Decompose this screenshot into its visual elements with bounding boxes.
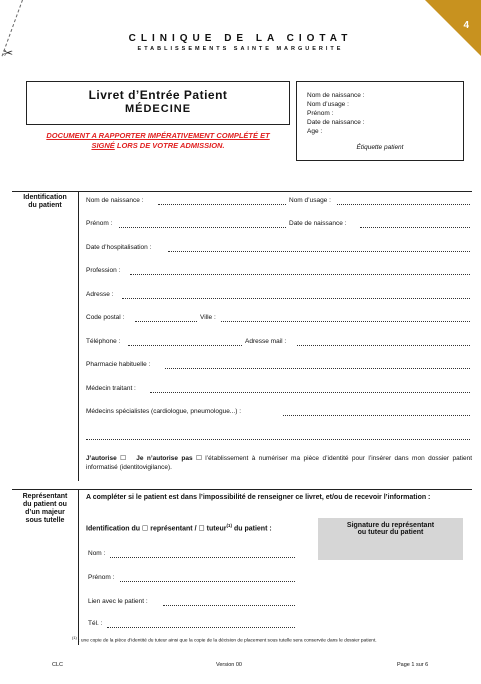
title-box: [26, 81, 290, 125]
footnote-text: : une copie de la pièce d’identité du tuteur ainsi que la copie de la décision de placement sous tutelle sera conservée dans le dossier patient.: [76, 638, 377, 644]
section-divider: [12, 191, 472, 192]
profession-label: Profession :: [86, 267, 121, 274]
section-title-representant: [14, 493, 76, 525]
ville-field[interactable]: [221, 314, 470, 322]
title-line1: Livret d’Entrée Patient: [88, 88, 228, 102]
footer-right: Page 1 sur 6: [397, 662, 429, 668]
warning-text: [20, 131, 296, 151]
medecin-traitant-label: Médecin traitant :: [86, 385, 136, 392]
nom-usage-label: Nom d’usage :: [289, 197, 331, 204]
prenom-label: Prénom :: [86, 220, 113, 227]
code-postal-field[interactable]: [135, 314, 197, 322]
section-column-line: [78, 489, 79, 645]
rep-lien-label: Lien avec le patient :: [88, 598, 148, 605]
adresse-field[interactable]: [122, 291, 470, 299]
title-line2: MÉDECINE: [124, 103, 192, 115]
rep-tel-field[interactable]: [107, 620, 295, 628]
section-title-line: du patient: [28, 202, 62, 209]
telephone-field[interactable]: [128, 338, 242, 346]
adresse-label: Adresse :: [86, 291, 114, 298]
date-hosp-label: Date d’hospitalisation :: [86, 244, 152, 251]
adresse-mail-field[interactable]: [297, 338, 470, 346]
ville-label: Ville :: [200, 314, 216, 321]
medecins-specialistes-field[interactable]: [283, 408, 470, 416]
medecins-specialistes-label: Médecins spécialistes (cardiologue, pneumologue...) :: [86, 408, 242, 415]
footer-left: CLC: [52, 662, 64, 668]
signature-line2: ou tuteur du patient: [357, 529, 424, 536]
consent-paragraph: [86, 454, 472, 472]
section-title-line: Représentant: [22, 493, 68, 500]
nom-usage-field[interactable]: [337, 197, 470, 205]
code-postal-label: Code postal :: [86, 314, 125, 321]
consent-text: l’établissement à numériser ma pièce d’identité pour l’insérer dans mon dossier patient informatisé (identitovigilance).: [86, 455, 473, 471]
rep-nom-field[interactable]: [110, 550, 295, 558]
section-title-line: Identification: [23, 194, 67, 201]
adresse-mail-label: Adresse mail :: [245, 338, 287, 345]
footnote: [72, 635, 472, 644]
rep-lien-field[interactable]: [163, 598, 295, 606]
consent-autorise[interactable]: J’autorise ☐: [86, 455, 126, 462]
patient-sticker-box: [296, 81, 464, 161]
footer-center: Version 00: [216, 662, 242, 668]
scissors-icon: ✂: [3, 46, 14, 60]
section-divider: [12, 489, 472, 490]
rep-prenom-field[interactable]: [120, 574, 295, 582]
nom-naissance-field[interactable]: [158, 197, 286, 205]
clinic-name: CLINIQUE DE LA CIOTAT: [128, 33, 353, 44]
section-title-line: d’un majeur: [25, 509, 65, 516]
ident-label-b: du patient :: [232, 525, 272, 533]
sticker-note: Étiquette patient: [356, 144, 404, 151]
representative-ident-label: [86, 523, 272, 532]
section-column-line: [78, 191, 79, 481]
signature-box[interactable]: [318, 518, 463, 560]
page-badge-number: 4: [463, 20, 469, 31]
sticker-field: Nom d’usage :: [307, 101, 349, 108]
section-title-line: du patient ou: [23, 501, 67, 508]
group-name: ETABLISSEMENTS SAINTE MARGUERITE: [137, 46, 344, 52]
telephone-label: Téléphone :: [86, 338, 121, 345]
date-naissance-field[interactable]: [360, 220, 470, 228]
rep-tel-label: Tél. :: [88, 620, 103, 627]
sticker-field: Nom de naissance :: [307, 92, 365, 99]
section-title-line: sous tutelle: [25, 517, 65, 524]
signature-line1: Signature du représentant: [346, 522, 435, 529]
consent-nautorise[interactable]: Je n’autorise pas ☐: [136, 455, 202, 462]
nom-naissance-label: Nom de naissance :: [86, 197, 144, 204]
rep-prenom-label: Prénom :: [88, 574, 115, 581]
pharmacie-label: Pharmacie habituelle :: [86, 361, 151, 368]
sticker-field: Date de naissance :: [307, 119, 365, 126]
representative-intro: A compléter si le patient est dans l’impossibilité de renseigner ce livret, et/ou de recevoir l’information :: [86, 494, 431, 501]
sticker-field: Age :: [307, 128, 323, 135]
warning-part1: DOCUMENT A RAPPORTER IMPÉRATIVEMENT COMPLÉTÉ ET: [46, 131, 270, 140]
prenom-field[interactable]: [119, 220, 286, 228]
medecins-specialistes-field-line2[interactable]: [86, 432, 470, 440]
profession-field[interactable]: [130, 267, 470, 275]
medecin-traitant-field[interactable]: [150, 385, 470, 393]
section-title-identification: [14, 194, 76, 210]
sticker-field: Prénom :: [307, 110, 334, 117]
ident-label-a: Identification du ☐ représentant / ☐ tuteur: [86, 525, 227, 533]
date-hosp-field[interactable]: [168, 244, 470, 252]
warning-part2: SIGNÉ: [91, 141, 115, 150]
rep-nom-label: Nom :: [88, 550, 106, 557]
footnote-sup: (1): [72, 635, 77, 640]
date-naissance-label: Date de naissance :: [289, 220, 347, 227]
pharmacie-field[interactable]: [165, 361, 470, 369]
warning-part3: LORS DE VOTRE ADMISSION.: [114, 141, 225, 150]
ident-sup: (1): [226, 523, 233, 528]
